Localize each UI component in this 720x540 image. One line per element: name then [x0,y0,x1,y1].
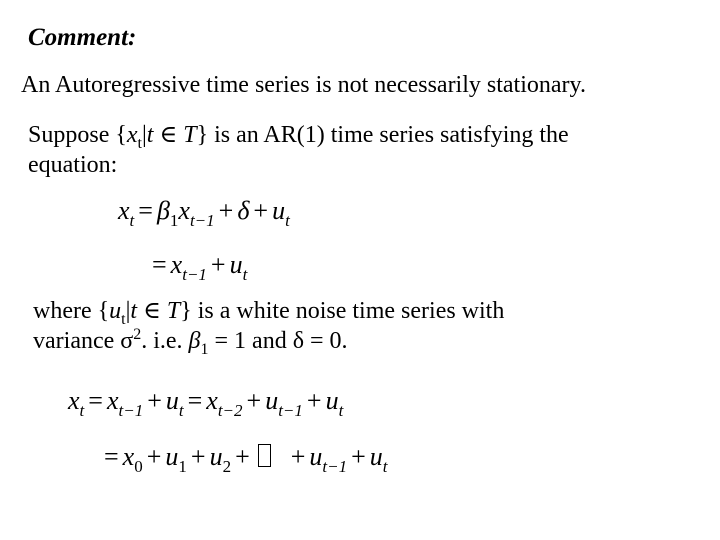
where-pre: where { [33,298,110,324]
in-symbol: ∈ [137,298,167,324]
eq3-x2-sub: t−1 [118,401,144,420]
eq4-x: x [122,442,135,471]
conditions-text: = 1 and δ = 0. [208,328,348,354]
eq4-u2: u [209,442,223,471]
slide-heading: Comment: [28,24,137,51]
eq4-x-sub: 0 [134,457,143,476]
paragraph-where-line2 [33,326,348,359]
equation-sum [104,442,388,476]
eq2-x-sub: t−1 [182,265,207,284]
eq3-x: x [68,386,80,415]
eq1-lhs-x: x [118,196,130,225]
eq3-x3-sub: t−2 [217,401,243,420]
eq2-equals: = [152,250,167,279]
eq4-plus4: + [290,442,306,471]
eq4-u3-sub: t−1 [322,457,348,476]
beta: β [188,328,201,354]
eq1-u-sub: t [285,211,290,230]
eq1-beta: β [156,196,170,225]
eq3-equals2: = [187,386,203,415]
eq1-equals: = [138,196,153,225]
eq4-u1-sub: 1 [178,457,187,476]
eq1-x: x [178,196,190,225]
suppose-pre: Suppose { [28,122,127,148]
var-x: x [126,122,138,148]
eq3-u3-sub: t [338,401,344,420]
eq1-lhs-sub: t [129,211,135,230]
eq4-plus3: + [235,442,250,471]
eq3-u2: u [265,386,279,415]
equation-random-walk [152,250,248,284]
eq4-plus1: + [146,442,162,471]
paragraph-where-line1 [33,296,504,329]
eq2-x: x [170,250,183,279]
eq1-delta: δ [237,196,250,225]
sigma: σ [120,328,134,354]
eq4-u1: u [165,442,179,471]
eq3-plus3: + [306,386,322,415]
var-t: t [146,122,154,148]
ie-text: . i.e. [141,328,189,354]
eq3-u: u [165,386,179,415]
missing-glyph-box [258,444,271,467]
eq3-plus2: + [246,386,262,415]
sub-t: t [121,311,126,328]
eq4-equals: = [104,442,119,471]
eq1-plus1: + [218,196,234,225]
eq3-u3: u [325,386,339,415]
eq3-x2: x [106,386,119,415]
var-t: t [130,298,138,324]
eq3-u-sub: t [178,401,184,420]
paragraph-suppose-line1 [28,120,569,153]
eq2-u: u [229,250,243,279]
in-symbol: ∈ [153,122,184,148]
eq4-plus2: + [190,442,206,471]
eq4-u2-sub: 2 [222,457,232,476]
eq3-equals1: = [88,386,103,415]
eq4-u4: u [369,442,383,471]
eq1-beta-sub: 1 [169,211,179,230]
eq2-plus: + [210,250,226,279]
sub-t: t [137,135,142,152]
eq4-plus5: + [351,442,366,471]
eq3-plus1: + [147,386,162,415]
paragraph-autoregressive: An Autoregressive time series is not necessarily stationary. [21,72,586,98]
variance-pre: variance [33,328,121,354]
eq3-x-sub: t [79,401,85,420]
eq4-u4-sub: t [382,457,388,476]
eq4-u3: u [309,442,323,471]
suppose-post: } is an AR(1) time series satisfying the [196,122,569,148]
equation-expansion [68,386,344,420]
equation-ar1 [118,196,290,230]
sigma-squared: 2 [133,326,142,343]
eq1-plus2: + [253,196,269,225]
eq3-x3: x [206,386,218,415]
var-T: T [183,122,197,148]
bar: | [141,122,147,148]
paragraph-suppose-line2: equation: [28,152,118,178]
eq3-u2-sub: t−1 [278,401,303,420]
eq2-u-sub: t [242,265,248,284]
beta-sub: 1 [200,341,209,358]
var-T: T [166,298,181,324]
eq1-u: u [272,196,286,225]
bar: | [125,298,131,324]
eq1-x-sub: t−1 [189,211,215,230]
var-u: u [109,298,122,324]
where-post: } is a white noise time series with [180,298,505,324]
